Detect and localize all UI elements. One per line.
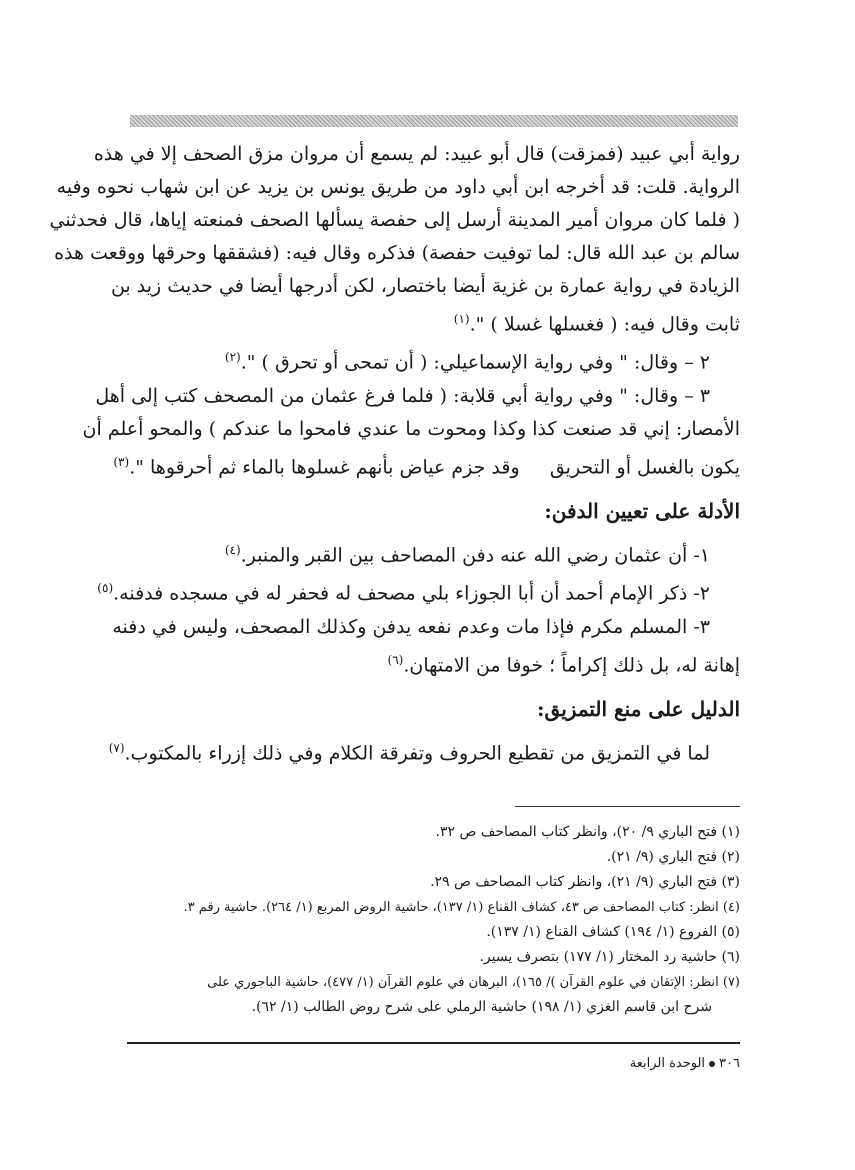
text-line xyxy=(127,303,740,341)
footnote-item: (١) فتح الباري ٩/ ٢٠)، وانظر كتاب المصاحف ص ٣٢. xyxy=(435,824,740,840)
footnote-separator xyxy=(515,806,740,807)
text-line xyxy=(108,732,740,770)
text-line: الأمصار: إني قد صنعت كذا وكذا ومحوت ما عندي فامحوا ما عندكم ) والمحو أعلم أن xyxy=(82,417,740,440)
footnote-item: (٦) حاشية رد المختار (١/ ١٧٧) بتصرف يسير. xyxy=(479,949,740,965)
bottom-rule xyxy=(127,1042,740,1044)
text-line xyxy=(127,534,740,572)
footnote-item: (٢) فتح الباري (٩/ ٢١). xyxy=(606,849,740,865)
footnote-ref: (٧) xyxy=(108,740,125,755)
text-segment: يكون بالغسل أو التحريق وقد جزم عياض بأنهم غسلوها بالماء ثم أحرقوها ". xyxy=(129,455,740,478)
page-number: ٣٠٦ xyxy=(719,1056,740,1071)
text-segment: ٢ – وقال: " وفي رواية الإسماعيلي: ( أن تمحى أو تحرق ) ". xyxy=(240,351,710,374)
text-segment: إهانة له، بل ذلك إكراماً ؛ خوفا من الامتهان. xyxy=(403,653,740,676)
footnotes xyxy=(127,820,740,1020)
text-line: ( فلما كان مروان أمير المدينة أرسل إلى حفصة يسألها الصحف فمنعته إياها، قال فحدثني xyxy=(49,209,740,231)
footnote-ref: (١) xyxy=(453,312,470,326)
footnote-ref: (٦) xyxy=(387,652,404,667)
footnote-item: (٧) انظر: الإتقان في علوم القرآن )/ ١٦٥)، البرهان في علوم القرآن (١/ ٤٧٧)، حاشية الباجوري على xyxy=(207,975,740,990)
bullet-icon xyxy=(709,1061,715,1067)
text-line: رواية أبي عبيد (فمزقت) قال أبو عبيد: لم يسمع أن مروان مزق الصحف إلا في هذه xyxy=(93,143,740,165)
main-text xyxy=(49,138,740,770)
text-line xyxy=(113,446,740,484)
text-segment: لما في التمزيق من تقطيع الحروف وتفرقة الكلام وفي ذلك إزراء بالمكتوب. xyxy=(124,742,710,765)
text-segment: ٢- ذكر الإمام أحمد أن أبا الجوزاء بلي مصحف له فحفر له في مسجده فدفنه. xyxy=(113,582,710,605)
footnote-item: (٥) الفروع (١/ ١٩٤) كشاف القناع (١/ ١٣٧). xyxy=(486,924,740,940)
footnote-item: (٤) انظر: كتاب المصاحف ص ٤٣، كشاف القناع (١/ ١٣٧)، حاشية الروض المربع (١/ ٢٦٤). حاشية رقم ٣. xyxy=(183,900,740,915)
unit-title: الوحدة الرابعة xyxy=(629,1056,706,1071)
header-decorative-band xyxy=(130,115,738,127)
text-line xyxy=(127,644,740,682)
footnote-item: (٣) فتح الباري (٩/ ٢١)، وانظر كتاب المصاحف ص ٢٩. xyxy=(430,874,740,890)
footnote-ref: (٥) xyxy=(97,581,114,596)
section-heading: الأدلة على تعيين الدفن: xyxy=(544,498,740,523)
text-line: ٣- المسلم مكرم فإذا مات وعدم نفعه يدفن وكذلك المصحف، وليس في دفنه xyxy=(112,615,710,638)
section-heading: الدليل على منع التمزيق: xyxy=(537,696,740,721)
text-line: ٣ – وقال: " وفي رواية أبي قلابة: ( فلما فرغ عثمان من المصحف كتب إلى أهل xyxy=(95,384,710,407)
text-line xyxy=(97,572,740,610)
footnote-item: شرح ابن قاسم الغزي (١/ ١٩٨) حاشية الرملي على شرح روض الطالب (١/ ٦٢). xyxy=(251,999,712,1015)
text-line: سالم بن عبد الله قال: لما توفيت حفصة) فذكره وقال فيه: (فشققها وحرقها ووقعت هذه xyxy=(54,242,740,264)
text-segment: ثابت وقال فيه: ( فغسلها غسلا ) ". xyxy=(469,313,740,336)
footnote-ref: (٣) xyxy=(113,454,130,469)
text-line: الرواية. قلت: قد أخرجه ابن أبي داود من طريق يونس بن يزيد عن ابن شهاب نحوه وفيه xyxy=(56,176,740,198)
text-line xyxy=(127,341,740,379)
text-line: الزيادة في رواية عمارة بن غزية أيضا باختصار، لكن أدرجها أيضا في حديث زيد بن xyxy=(110,275,740,297)
footnote-ref: (٢) xyxy=(224,350,241,365)
page-footer xyxy=(620,1054,740,1074)
text-segment: ١- أن عثمان رضي الله عنه دفن المصاحف بين القبر والمنبر. xyxy=(240,544,710,567)
footnote-ref: (٤) xyxy=(224,542,241,557)
